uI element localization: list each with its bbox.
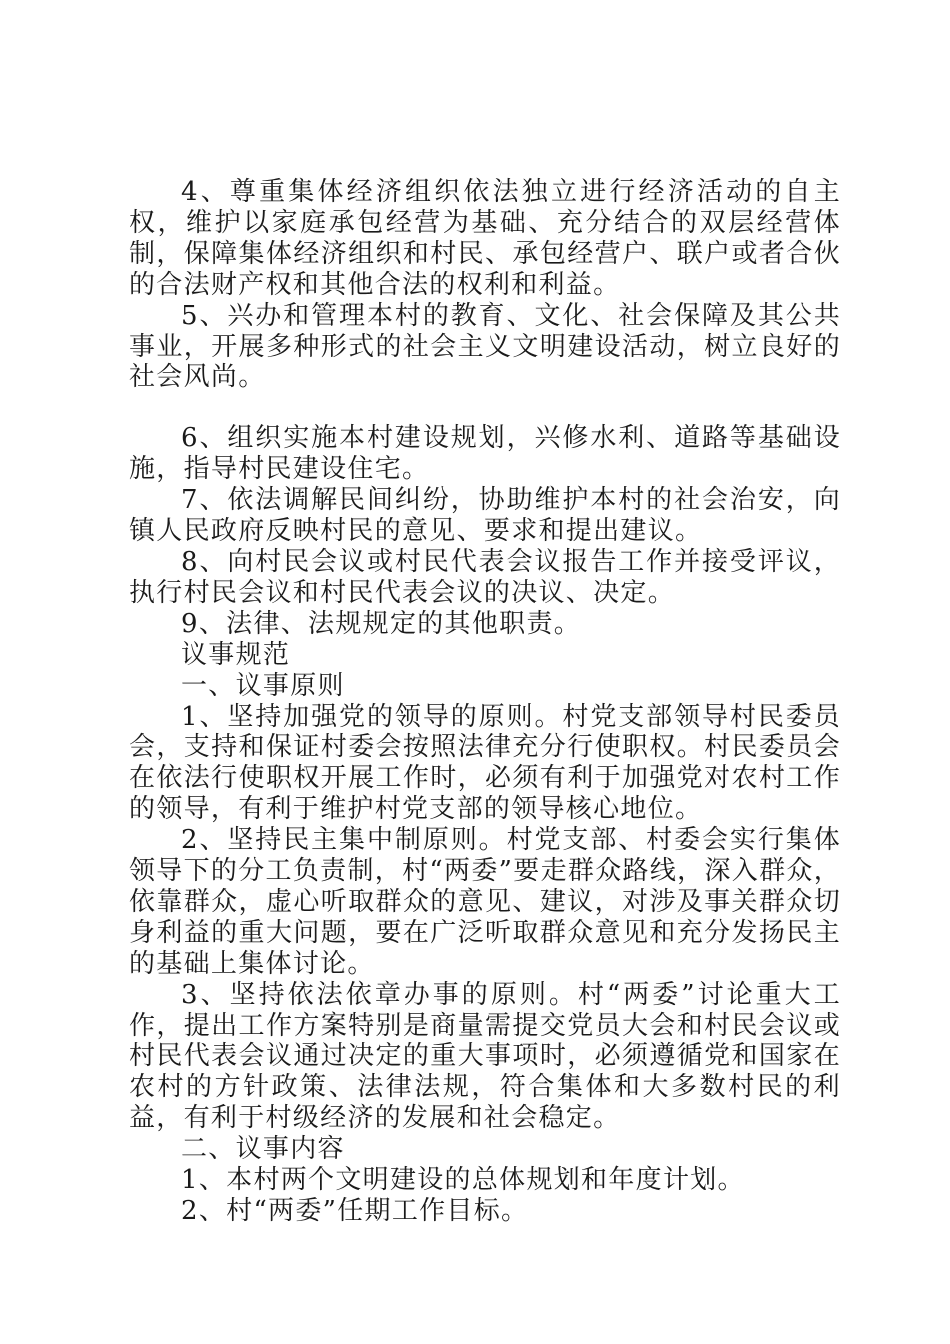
paragraph-principle-1: 1、坚持加强党的领导的原则。村党支部领导村民委员会，支持和保证村委会按照法律充分行使职权。村民委员会在依法行使职权开展工作时，必须有利于加强党对农村工作的领导，有利于维护村党支部的领导核心地位。 (129, 701, 841, 825)
paragraph-duty-4: 4、尊重集体经济组织依法独立进行经济活动的自主权，维护以家庭承包经营为基础、充分结合的双层经营体制，保障集体经济组织和村民、承包经营户、联户或者合伙的合法财产权和其他合法的权利和利益。 (129, 177, 841, 300)
subsection-heading-principles: 一、议事原则 (181, 670, 345, 701)
document-body (129, 177, 841, 1227)
paragraph-content-2: 2、村“两委”任期工作目标。 (181, 1196, 529, 1226)
paragraph-principle-2: 2、坚持民主集中制原则。村党支部、村委会实行集体领导下的分工负责制，村“两委”要走群众路线，深入群众，依靠群众，虚心听取群众的意见、建议，对涉及事关群众切身利益的重大问题，要在广泛听取群众意见和充分发扬民主的基础上集体讨论。 (129, 825, 841, 979)
section-heading-rules: 议事规范 (181, 639, 291, 670)
paragraph-duty-6: 6、组织实施本村建设规划，兴修水利、道路等基础设施，指导村民建设住宅。 (129, 423, 841, 485)
paragraph-duty-7: 7、依法调解民间纠纷，协助维护本村的社会治安，向镇人民政府反映村民的意见、要求和提出建议。 (129, 485, 841, 547)
paragraph-duty-9: 9、法律、法规规定的其他职责。 (181, 608, 582, 639)
paragraph-duty-5: 5、兴办和管理本村的教育、文化、社会保障及其公共事业，开展多种形式的社会主义文明建设活动，树立良好的社会风尚。 (129, 300, 841, 393)
paragraph-principle-3: 3、坚持依法依章办事的原则。村“两委”讨论重大工作，提出工作方案特别是商量需提交党员大会和村民会议或村民代表会议通过决定的重大事项时，必须遵循党和国家在农村的方针政策、法律法规，符合集体和大多数村民的利益，有利于村级经济的发展和社会稳定。 (129, 979, 841, 1134)
subsection-heading-content: 二、议事内容 (181, 1134, 345, 1165)
paragraph-duty-8: 8、向村民会议或村民代表会议报告工作并接受评议，执行村民会议和村民代表会议的决议、决定。 (129, 546, 841, 608)
paragraph-content-1: 1、本村两个文明建设的总体规划和年度计划。 (181, 1165, 745, 1196)
